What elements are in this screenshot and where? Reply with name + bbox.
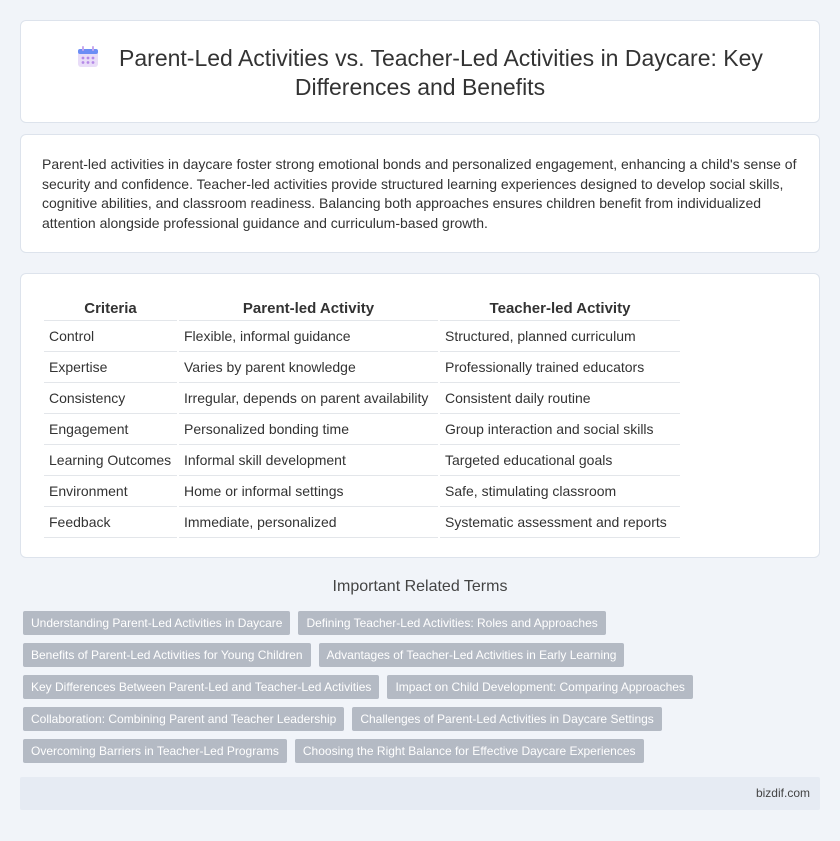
- related-term-link[interactable]: Defining Teacher-Led Activities: Roles and Approaches: [298, 611, 605, 635]
- intro-card: [20, 134, 820, 253]
- related-term-link[interactable]: Challenges of Parent-Led Activities in Daycare Settings: [352, 707, 662, 731]
- table-cell: Systematic assessment and reports: [440, 507, 680, 538]
- table-cell: Structured, planned curriculum: [440, 321, 680, 352]
- comparison-table: [42, 297, 682, 538]
- column-header: Parent-led Activity: [179, 297, 438, 321]
- table-row: [44, 352, 680, 383]
- table-cell: Informal skill development: [179, 445, 438, 476]
- table-row: [44, 507, 680, 538]
- table-cell: Consistency: [44, 383, 177, 414]
- table-cell: Home or informal settings: [179, 476, 438, 507]
- related-term-link[interactable]: Key Differences Between Parent-Led and Teacher-Led Activities: [23, 675, 379, 699]
- footer: [20, 777, 820, 810]
- page-title-text: Parent-Led Activities vs. Teacher-Led Activities in Daycare: Key Differences and Benefits: [119, 45, 763, 100]
- table-header-row: [44, 297, 680, 321]
- page-title: [21, 44, 819, 102]
- table-cell: Group interaction and social skills: [440, 414, 680, 445]
- title-card: [20, 20, 820, 123]
- table-cell: Immediate, personalized: [179, 507, 438, 538]
- intro-paragraph: Parent-led activities in daycare foster strong emotional bonds and personalized engagement, enhancing a child's sense of security and confidence. Teacher-led activities provide structured learning experiences designed to develop social skills, cognitive abilities, and classroom readiness. Balancing both approaches ensures children benefit from individualized attention alongside professional guidance and curriculum-based growth.: [42, 156, 797, 231]
- related-term-link[interactable]: Choosing the Right Balance for Effective Daycare Experiences: [295, 739, 644, 763]
- table-cell: Professionally trained educators: [440, 352, 680, 383]
- calendar-icon: [77, 46, 99, 68]
- table-row: [44, 321, 680, 352]
- column-header: Teacher-led Activity: [440, 297, 680, 321]
- related-term-link[interactable]: Overcoming Barriers in Teacher-Led Programs: [23, 739, 287, 763]
- table-cell: Irregular, depends on parent availability: [179, 383, 438, 414]
- column-header: Criteria: [44, 297, 177, 321]
- table-row: [44, 476, 680, 507]
- related-term-link[interactable]: Understanding Parent-Led Activities in Daycare: [23, 611, 290, 635]
- related-terms-list: [23, 611, 803, 771]
- table-cell: Targeted educational goals: [440, 445, 680, 476]
- related-term-link[interactable]: Collaboration: Combining Parent and Teacher Leadership: [23, 707, 344, 731]
- table-cell: Control: [44, 321, 177, 352]
- table-row: [44, 445, 680, 476]
- table-cell: Safe, stimulating classroom: [440, 476, 680, 507]
- footer-site-link[interactable]: bizdif.com: [755, 786, 810, 800]
- table-cell: Expertise: [44, 352, 177, 383]
- table-cell: Environment: [44, 476, 177, 507]
- related-terms-heading: Important Related Terms: [332, 578, 508, 595]
- related-term-link[interactable]: Benefits of Parent-Led Activities for Young Children: [23, 643, 311, 667]
- table-row: [44, 414, 680, 445]
- table-cell: Engagement: [44, 414, 177, 445]
- related-term-link[interactable]: Advantages of Teacher-Led Activities in Early Learning: [319, 643, 625, 667]
- table-cell: Varies by parent knowledge: [179, 352, 438, 383]
- table-cell: Personalized bonding time: [179, 414, 438, 445]
- table-row: [44, 383, 680, 414]
- table-cell: Flexible, informal guidance: [179, 321, 438, 352]
- table-cell: Learning Outcomes: [44, 445, 177, 476]
- comparison-card: [20, 273, 820, 558]
- table-cell: Feedback: [44, 507, 177, 538]
- related-term-link[interactable]: Impact on Child Development: Comparing Approaches: [387, 675, 693, 699]
- table-cell: Consistent daily routine: [440, 383, 680, 414]
